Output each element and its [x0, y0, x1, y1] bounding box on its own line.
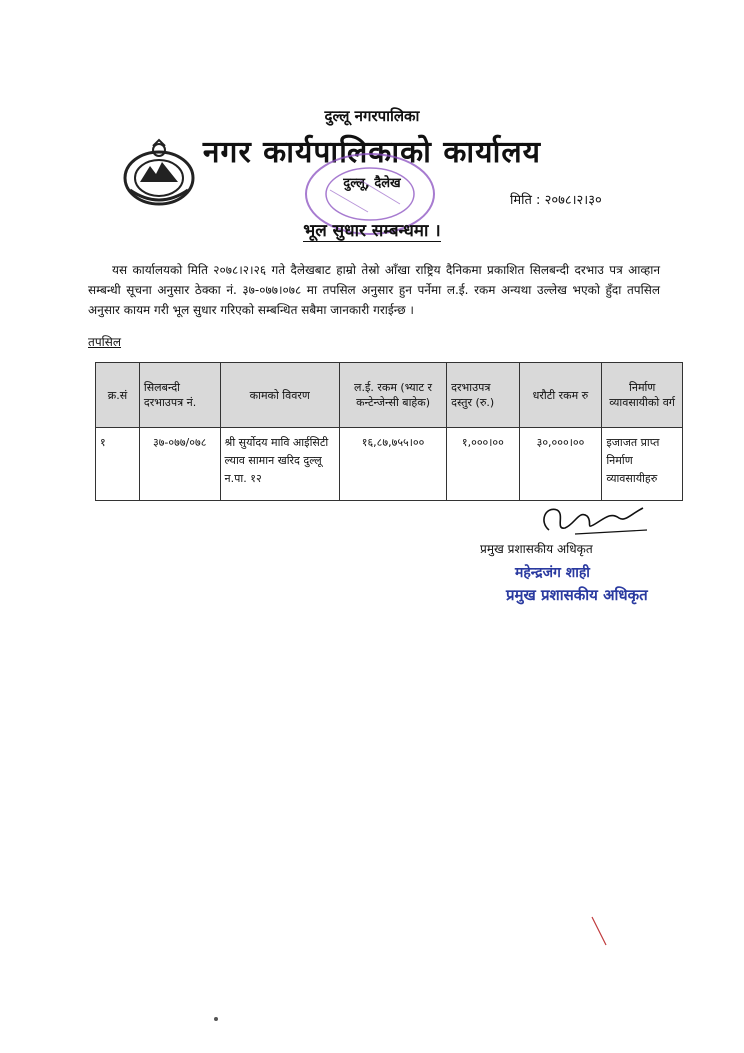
cell-bid-fee: १,०००।०० — [447, 428, 519, 501]
col-contractor-class: निर्माण व्यावसायीको वर्ग — [602, 363, 683, 428]
col-estimated-cost: ल.ई. रकम (भ्याट र कन्टेन्जेन्सी बाहेक) — [339, 363, 446, 428]
letter-subject — [0, 218, 744, 241]
col-deposit: धरौटी रकम रु — [519, 363, 602, 428]
signature-icon — [535, 500, 655, 540]
cell-description: श्री सुर्योदय मावि आईसिटी ल्याव सामान खरिद दुल्लू न.पा. १२ — [220, 428, 339, 501]
municipality-name: दुल्लू नगरपालिका — [324, 107, 420, 125]
signer-role: प्रमुख प्रशासकीय अधिकृत — [506, 586, 648, 604]
signer-name: महेन्द्रजंग शाही — [515, 565, 590, 581]
letter-date: मिति : २०७८।२।३० — [510, 193, 602, 208]
cell-bid-number: ३७-०७७/०७८ — [139, 428, 220, 501]
tender-table — [95, 362, 683, 501]
cell-contractor-class: इजाजत प्राप्त निर्माण व्यावसायीहरु — [602, 428, 683, 501]
col-description: कामको विवरण — [220, 363, 339, 428]
scan-mark-icon — [590, 915, 610, 947]
cell-estimated-cost: १६,८७,७५५।०० — [339, 428, 446, 501]
col-bid-fee: दरभाउपत्र दस्तुर (रु.) — [447, 363, 519, 428]
table-header-row — [96, 363, 683, 428]
cell-deposit: ३०,०००।०० — [519, 428, 602, 501]
col-serial: क्र.सं — [96, 363, 140, 428]
cell-serial: १ — [96, 428, 140, 501]
letter-subject-text: भूल सुधार सम्बन्धमा । — [303, 221, 441, 241]
office-title: नगर कार्यपालिकाको कार्यालय — [202, 135, 542, 170]
letter-body: यस कार्यालयको मिति २०७८।२।२६ गते दैलेखबाट हाम्रो तेस्रो आँखा राष्ट्रिय दैनिकमा प्रकाशित सिलबन्दी दरभाउ पत्र आव्हान सम्बन्धी सूचना अनुसार ठेक्का नं. ३७-०७७।०७८ मा तपसिल अनुसार हुन पर्नेमा ल.ई. रकम अन्यथा उल्लेख भएको हुँदा तपसिल अनुसार कायम गरी भूल सुधार गरिएको सम्बन्धित सबैमा जानकारी गराईन्छ । — [88, 263, 660, 317]
signer-title: प्रमुख प्रशासकीय अधिकृत — [480, 542, 593, 556]
scan-dot-icon — [212, 1015, 220, 1023]
col-bid-number: सिलबन्दी दरभाउपत्र नं. — [139, 363, 220, 428]
office-location: दुल्लू, दैलेख — [343, 176, 401, 191]
table-row — [96, 428, 683, 501]
details-label: तपसिल — [88, 335, 122, 349]
